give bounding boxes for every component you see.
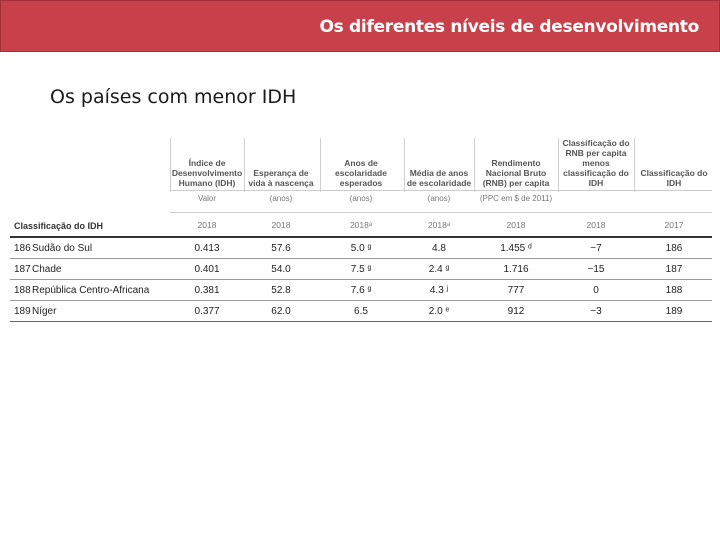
table-row [10, 238, 712, 258]
row-label-header: Classificação do IDH [14, 221, 104, 231]
hdi-table [10, 132, 712, 324]
table-cell: 1.455 ᵈ [500, 243, 532, 254]
table-cell: 2.4 ᵍ [428, 264, 450, 275]
table-cell: 2.0 ᵉ [428, 306, 450, 317]
table-cell: −7 [590, 243, 602, 254]
unit-label: (anos) [427, 194, 451, 203]
year-row [10, 218, 712, 234]
col-header-hdi-rank: Classificação do IDH [640, 168, 708, 188]
table-cell: 0.401 [194, 264, 220, 275]
year-label: 2017 [664, 220, 684, 230]
col-header-life-expectancy: Esperança de vida à nascença [248, 168, 314, 188]
header-divider [474, 138, 475, 192]
slide-heading: Os países com menor IDH [50, 86, 297, 108]
col-header-expected-schooling: Anos de escolaridade esperados [335, 158, 387, 188]
country-cell: Níger [32, 306, 57, 317]
rank-cell: 188 [14, 285, 31, 296]
header-divider [404, 138, 405, 192]
slide-header-bar [0, 0, 720, 52]
col-header-gni: Rendimento Nacional Bruto (RNB) per capita [482, 158, 550, 188]
table-cell: 0.377 [194, 306, 220, 317]
table-cell: 0 [593, 285, 599, 296]
country-cell: Chade [32, 264, 62, 275]
table-cell: −3 [590, 306, 602, 317]
unit-label: (anos) [349, 194, 373, 203]
table-cell: 6.5 [354, 306, 368, 317]
table-cell: 0.413 [194, 243, 220, 254]
rank-cell: 187 [14, 264, 31, 275]
table-cell: 7.6 ᵍ [350, 285, 372, 296]
table-cell: 5.0 ᵍ [350, 243, 372, 254]
country-cell: República Centro-Africana [32, 285, 150, 296]
divider [170, 212, 712, 213]
table-cell: 57.6 [271, 243, 291, 254]
unit-label: (anos) [269, 194, 293, 203]
table-cell: 777 [507, 285, 525, 296]
rank-cell: 189 [14, 306, 31, 317]
table-cell: 62.0 [271, 306, 291, 317]
col-header-mean-schooling: Média de anos de escolaridade [406, 168, 472, 188]
table-row [10, 280, 712, 300]
table-cell: 7.5 ᵍ [350, 264, 372, 275]
table-cell: −15 [587, 264, 605, 275]
header-divider [244, 138, 245, 192]
unit-label: (PPC em $ de 2011) [479, 194, 553, 203]
table-cell: 912 [507, 306, 525, 317]
table-cell: 187 [665, 264, 683, 275]
rank-cell: 186 [14, 243, 31, 254]
table-row [10, 301, 712, 321]
year-label: 2018 [271, 220, 291, 230]
year-label: 2018ᵃ [349, 220, 373, 230]
table-cell: 4.3 ʲ [429, 285, 449, 296]
year-label: 2018 [506, 220, 526, 230]
table-cell: 189 [665, 306, 683, 317]
divider [10, 321, 712, 322]
header-divider [320, 138, 321, 192]
header-divider [558, 138, 559, 192]
table-row [10, 259, 712, 279]
year-label: 2018ᵃ [427, 220, 451, 230]
col-header-hdi: Índice de Desenvolvimento Humano (IDH) [171, 158, 243, 188]
col-header-gni-minus-hdi: Classificação do RNB per capita menos classificação do IDH [562, 138, 630, 188]
divider [170, 190, 712, 191]
slide-header-title: Os diferentes níveis de desenvolvimento [319, 17, 699, 37]
table-cell: 54.0 [271, 264, 291, 275]
table-cell: 0.381 [194, 285, 220, 296]
table-cell: 4.8 [432, 243, 446, 254]
year-label: 2018 [586, 220, 606, 230]
table-cell: 1.716 [503, 264, 529, 275]
header-divider [634, 138, 635, 192]
country-cell: Sudão do Sul [32, 243, 93, 254]
year-label: 2018 [197, 220, 217, 230]
table-cell: 52.8 [271, 285, 291, 296]
header-divider [170, 138, 171, 192]
unit-label: Valor [197, 194, 217, 203]
table-cell: 186 [665, 243, 683, 254]
table-cell: 188 [665, 285, 683, 296]
